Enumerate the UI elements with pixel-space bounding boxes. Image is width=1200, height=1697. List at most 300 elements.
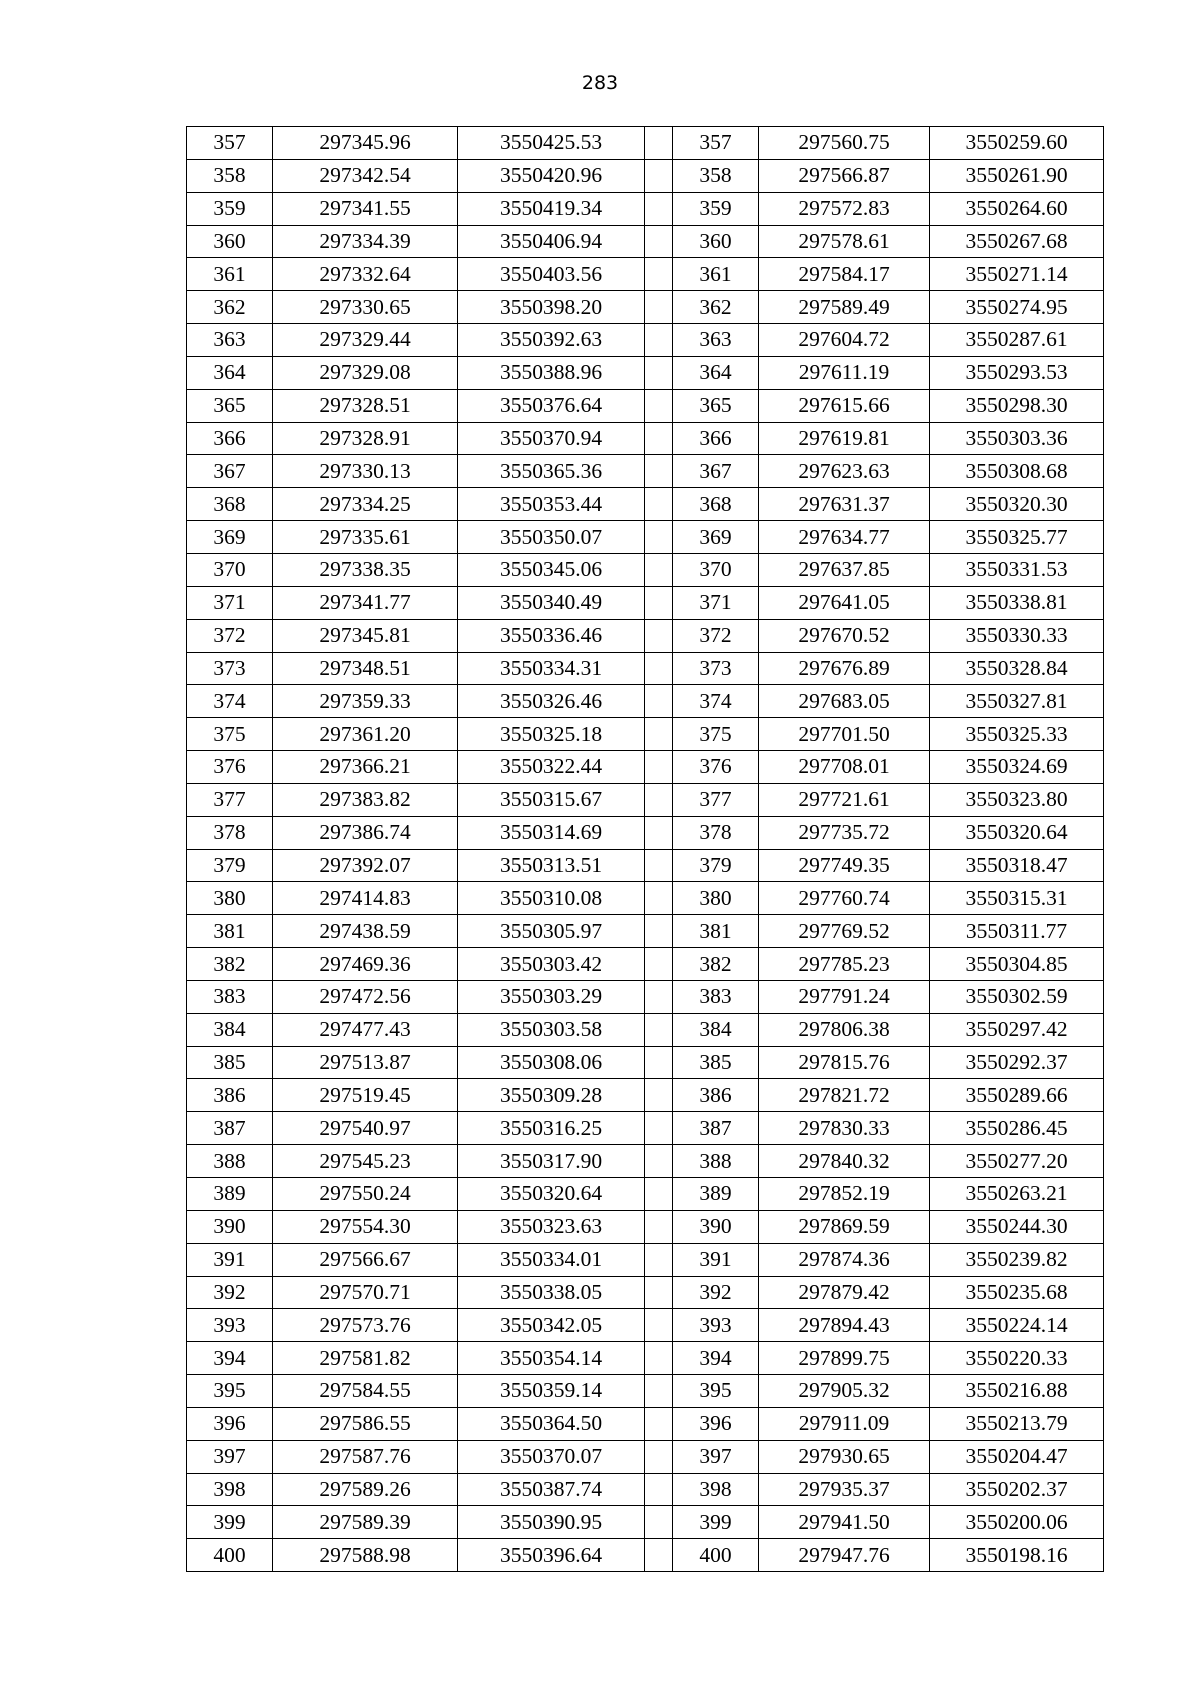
- right-point-number: 374: [673, 685, 759, 718]
- table-row: [187, 1309, 1104, 1342]
- table-row: [187, 521, 1104, 554]
- right-y-coordinate: 3550298.30: [930, 389, 1104, 422]
- right-point-number: 365: [673, 389, 759, 422]
- left-y-coordinate: 3550314.69: [458, 816, 645, 849]
- table-row: [187, 1375, 1104, 1408]
- right-x-coordinate: 297840.32: [759, 1145, 930, 1178]
- separator-cell: [645, 1046, 673, 1079]
- table-row: [187, 1539, 1104, 1572]
- separator-cell: [645, 685, 673, 718]
- left-y-coordinate: 3550370.07: [458, 1440, 645, 1473]
- right-y-coordinate: 3550324.69: [930, 751, 1104, 784]
- left-y-coordinate: 3550364.50: [458, 1407, 645, 1440]
- right-point-number: 369: [673, 521, 759, 554]
- separator-cell: [645, 980, 673, 1013]
- right-x-coordinate: 297899.75: [759, 1342, 930, 1375]
- left-point-number: 395: [187, 1375, 273, 1408]
- right-x-coordinate: 297721.61: [759, 783, 930, 816]
- left-y-coordinate: 3550334.01: [458, 1243, 645, 1276]
- right-x-coordinate: 297791.24: [759, 980, 930, 1013]
- right-point-number: 372: [673, 619, 759, 652]
- left-x-coordinate: 297341.77: [273, 586, 458, 619]
- table-row: [187, 849, 1104, 882]
- right-x-coordinate: 297911.09: [759, 1407, 930, 1440]
- right-x-coordinate: 297615.66: [759, 389, 930, 422]
- right-x-coordinate: 297619.81: [759, 422, 930, 455]
- table-row: [187, 652, 1104, 685]
- left-y-coordinate: 3550359.14: [458, 1375, 645, 1408]
- table-row: [187, 127, 1104, 160]
- left-y-coordinate: 3550398.20: [458, 291, 645, 324]
- right-y-coordinate: 3550264.60: [930, 192, 1104, 225]
- separator-cell: [645, 192, 673, 225]
- right-x-coordinate: 297604.72: [759, 324, 930, 357]
- right-point-number: 398: [673, 1473, 759, 1506]
- left-point-number: 392: [187, 1276, 273, 1309]
- left-point-number: 370: [187, 553, 273, 586]
- right-y-coordinate: 3550286.45: [930, 1112, 1104, 1145]
- table-row: [187, 1210, 1104, 1243]
- right-y-coordinate: 3550261.90: [930, 159, 1104, 192]
- right-x-coordinate: 297560.75: [759, 127, 930, 160]
- right-point-number: 361: [673, 258, 759, 291]
- left-point-number: 362: [187, 291, 273, 324]
- left-y-coordinate: 3550313.51: [458, 849, 645, 882]
- separator-cell: [645, 1440, 673, 1473]
- left-point-number: 391: [187, 1243, 273, 1276]
- left-y-coordinate: 3550309.28: [458, 1079, 645, 1112]
- table-row: [187, 685, 1104, 718]
- page-number: 283: [581, 72, 619, 94]
- right-x-coordinate: 297634.77: [759, 521, 930, 554]
- left-y-coordinate: 3550388.96: [458, 356, 645, 389]
- table-row: [187, 225, 1104, 258]
- left-x-coordinate: 297545.23: [273, 1145, 458, 1178]
- left-y-coordinate: 3550326.46: [458, 685, 645, 718]
- right-point-number: 391: [673, 1243, 759, 1276]
- left-x-coordinate: 297328.51: [273, 389, 458, 422]
- table-row: [187, 948, 1104, 981]
- left-point-number: 397: [187, 1440, 273, 1473]
- left-point-number: 400: [187, 1539, 273, 1572]
- left-x-coordinate: 297361.20: [273, 718, 458, 751]
- right-x-coordinate: 297701.50: [759, 718, 930, 751]
- table-row: [187, 1013, 1104, 1046]
- table-row: [187, 553, 1104, 586]
- coordinate-table: [186, 126, 1104, 1572]
- right-point-number: 363: [673, 324, 759, 357]
- separator-cell: [645, 521, 673, 554]
- right-point-number: 375: [673, 718, 759, 751]
- right-x-coordinate: 297670.52: [759, 619, 930, 652]
- separator-cell: [645, 291, 673, 324]
- right-y-coordinate: 3550274.95: [930, 291, 1104, 324]
- left-point-number: 378: [187, 816, 273, 849]
- left-point-number: 394: [187, 1342, 273, 1375]
- right-point-number: 364: [673, 356, 759, 389]
- right-y-coordinate: 3550220.33: [930, 1342, 1104, 1375]
- table-row: [187, 488, 1104, 521]
- right-point-number: 393: [673, 1309, 759, 1342]
- left-y-coordinate: 3550303.29: [458, 980, 645, 1013]
- left-point-number: 390: [187, 1210, 273, 1243]
- right-y-coordinate: 3550267.68: [930, 225, 1104, 258]
- right-x-coordinate: 297806.38: [759, 1013, 930, 1046]
- right-point-number: 359: [673, 192, 759, 225]
- table-row: [187, 324, 1104, 357]
- left-y-coordinate: 3550323.63: [458, 1210, 645, 1243]
- left-x-coordinate: 297588.98: [273, 1539, 458, 1572]
- left-point-number: 359: [187, 192, 273, 225]
- left-y-coordinate: 3550406.94: [458, 225, 645, 258]
- separator-cell: [645, 356, 673, 389]
- right-point-number: 400: [673, 1539, 759, 1572]
- left-point-number: 375: [187, 718, 273, 751]
- left-x-coordinate: 297341.55: [273, 192, 458, 225]
- left-x-coordinate: 297566.67: [273, 1243, 458, 1276]
- right-y-coordinate: 3550271.14: [930, 258, 1104, 291]
- right-y-coordinate: 3550325.33: [930, 718, 1104, 751]
- left-y-coordinate: 3550387.74: [458, 1473, 645, 1506]
- right-y-coordinate: 3550308.68: [930, 455, 1104, 488]
- right-point-number: 394: [673, 1342, 759, 1375]
- right-x-coordinate: 297708.01: [759, 751, 930, 784]
- table-row: [187, 816, 1104, 849]
- table-row: [187, 1243, 1104, 1276]
- left-x-coordinate: 297338.35: [273, 553, 458, 586]
- table-row: [187, 291, 1104, 324]
- left-x-coordinate: 297383.82: [273, 783, 458, 816]
- right-point-number: 379: [673, 849, 759, 882]
- right-point-number: 366: [673, 422, 759, 455]
- left-point-number: 385: [187, 1046, 273, 1079]
- left-y-coordinate: 3550308.06: [458, 1046, 645, 1079]
- table-row: [187, 1473, 1104, 1506]
- separator-cell: [645, 1342, 673, 1375]
- table-row: [187, 1506, 1104, 1539]
- left-point-number: 398: [187, 1473, 273, 1506]
- left-point-number: 373: [187, 652, 273, 685]
- right-y-coordinate: 3550293.53: [930, 356, 1104, 389]
- right-x-coordinate: 297641.05: [759, 586, 930, 619]
- left-y-coordinate: 3550345.06: [458, 553, 645, 586]
- separator-cell: [645, 324, 673, 357]
- separator-cell: [645, 816, 673, 849]
- right-y-coordinate: 3550315.31: [930, 882, 1104, 915]
- right-y-coordinate: 3550327.81: [930, 685, 1104, 718]
- separator-cell: [645, 553, 673, 586]
- right-x-coordinate: 297905.32: [759, 1375, 930, 1408]
- left-y-coordinate: 3550320.64: [458, 1178, 645, 1211]
- separator-cell: [645, 225, 673, 258]
- right-y-coordinate: 3550277.20: [930, 1145, 1104, 1178]
- right-point-number: 384: [673, 1013, 759, 1046]
- left-y-coordinate: 3550338.05: [458, 1276, 645, 1309]
- separator-cell: [645, 619, 673, 652]
- left-y-coordinate: 3550350.07: [458, 521, 645, 554]
- left-y-coordinate: 3550340.49: [458, 586, 645, 619]
- right-y-coordinate: 3550303.36: [930, 422, 1104, 455]
- left-y-coordinate: 3550390.95: [458, 1506, 645, 1539]
- table-row: [187, 258, 1104, 291]
- table-row: [187, 1276, 1104, 1309]
- left-x-coordinate: 297589.39: [273, 1506, 458, 1539]
- right-x-coordinate: 297584.17: [759, 258, 930, 291]
- left-point-number: 389: [187, 1178, 273, 1211]
- right-x-coordinate: 297894.43: [759, 1309, 930, 1342]
- left-x-coordinate: 297345.96: [273, 127, 458, 160]
- left-x-coordinate: 297359.33: [273, 685, 458, 718]
- separator-cell: [645, 948, 673, 981]
- table-row: [187, 586, 1104, 619]
- right-point-number: 367: [673, 455, 759, 488]
- table-row: [187, 455, 1104, 488]
- separator-cell: [645, 1079, 673, 1112]
- left-y-coordinate: 3550310.08: [458, 882, 645, 915]
- separator-cell: [645, 882, 673, 915]
- table-row: [187, 1440, 1104, 1473]
- right-x-coordinate: 297735.72: [759, 816, 930, 849]
- table-row: [187, 1342, 1104, 1375]
- right-point-number: 360: [673, 225, 759, 258]
- right-x-coordinate: 297769.52: [759, 915, 930, 948]
- right-y-coordinate: 3550311.77: [930, 915, 1104, 948]
- right-x-coordinate: 297869.59: [759, 1210, 930, 1243]
- right-point-number: 383: [673, 980, 759, 1013]
- table-row: [187, 915, 1104, 948]
- left-x-coordinate: 297540.97: [273, 1112, 458, 1145]
- separator-cell: [645, 422, 673, 455]
- left-point-number: 363: [187, 324, 273, 357]
- left-x-coordinate: 297469.36: [273, 948, 458, 981]
- separator-cell: [645, 1112, 673, 1145]
- left-point-number: 360: [187, 225, 273, 258]
- left-x-coordinate: 297329.44: [273, 324, 458, 357]
- separator-cell: [645, 783, 673, 816]
- right-point-number: 373: [673, 652, 759, 685]
- left-point-number: 387: [187, 1112, 273, 1145]
- left-x-coordinate: 297414.83: [273, 882, 458, 915]
- right-y-coordinate: 3550304.85: [930, 948, 1104, 981]
- right-point-number: 392: [673, 1276, 759, 1309]
- left-y-coordinate: 3550317.90: [458, 1145, 645, 1178]
- right-x-coordinate: 297935.37: [759, 1473, 930, 1506]
- right-y-coordinate: 3550244.30: [930, 1210, 1104, 1243]
- right-y-coordinate: 3550320.30: [930, 488, 1104, 521]
- separator-cell: [645, 1276, 673, 1309]
- right-y-coordinate: 3550213.79: [930, 1407, 1104, 1440]
- right-point-number: 386: [673, 1079, 759, 1112]
- right-x-coordinate: 297637.85: [759, 553, 930, 586]
- table-row: [187, 1079, 1104, 1112]
- left-x-coordinate: 297550.24: [273, 1178, 458, 1211]
- left-point-number: 384: [187, 1013, 273, 1046]
- right-point-number: 357: [673, 127, 759, 160]
- left-x-coordinate: 297386.74: [273, 816, 458, 849]
- left-point-number: 388: [187, 1145, 273, 1178]
- right-x-coordinate: 297852.19: [759, 1178, 930, 1211]
- right-y-coordinate: 3550263.21: [930, 1178, 1104, 1211]
- left-y-coordinate: 3550392.63: [458, 324, 645, 357]
- left-x-coordinate: 297330.13: [273, 455, 458, 488]
- left-y-coordinate: 3550303.42: [458, 948, 645, 981]
- left-y-coordinate: 3550334.31: [458, 652, 645, 685]
- left-y-coordinate: 3550305.97: [458, 915, 645, 948]
- right-y-coordinate: 3550216.88: [930, 1375, 1104, 1408]
- right-point-number: 376: [673, 751, 759, 784]
- right-x-coordinate: 297830.33: [759, 1112, 930, 1145]
- right-y-coordinate: 3550328.84: [930, 652, 1104, 685]
- separator-cell: [645, 1178, 673, 1211]
- right-x-coordinate: 297676.89: [759, 652, 930, 685]
- table-row: [187, 389, 1104, 422]
- left-x-coordinate: 297329.08: [273, 356, 458, 389]
- left-x-coordinate: 297570.71: [273, 1276, 458, 1309]
- left-point-number: 366: [187, 422, 273, 455]
- separator-cell: [645, 1506, 673, 1539]
- right-x-coordinate: 297815.76: [759, 1046, 930, 1079]
- right-y-coordinate: 3550235.68: [930, 1276, 1104, 1309]
- separator-cell: [645, 652, 673, 685]
- right-point-number: 390: [673, 1210, 759, 1243]
- right-point-number: 368: [673, 488, 759, 521]
- separator-cell: [645, 1013, 673, 1046]
- right-x-coordinate: 297749.35: [759, 849, 930, 882]
- left-x-coordinate: 297366.21: [273, 751, 458, 784]
- left-point-number: 396: [187, 1407, 273, 1440]
- right-x-coordinate: 297611.19: [759, 356, 930, 389]
- table-row: [187, 783, 1104, 816]
- right-y-coordinate: 3550330.33: [930, 619, 1104, 652]
- separator-cell: [645, 488, 673, 521]
- left-x-coordinate: 297519.45: [273, 1079, 458, 1112]
- left-y-coordinate: 3550325.18: [458, 718, 645, 751]
- left-x-coordinate: 297581.82: [273, 1342, 458, 1375]
- right-x-coordinate: 297683.05: [759, 685, 930, 718]
- right-y-coordinate: 3550318.47: [930, 849, 1104, 882]
- left-y-coordinate: 3550316.25: [458, 1112, 645, 1145]
- left-y-coordinate: 3550365.36: [458, 455, 645, 488]
- right-x-coordinate: 297879.42: [759, 1276, 930, 1309]
- left-point-number: 361: [187, 258, 273, 291]
- table-row: [187, 159, 1104, 192]
- left-point-number: 399: [187, 1506, 273, 1539]
- left-x-coordinate: 297573.76: [273, 1309, 458, 1342]
- right-x-coordinate: 297578.61: [759, 225, 930, 258]
- left-x-coordinate: 297513.87: [273, 1046, 458, 1079]
- left-point-number: 369: [187, 521, 273, 554]
- right-point-number: 396: [673, 1407, 759, 1440]
- table-row: [187, 1112, 1104, 1145]
- table-row: [187, 1145, 1104, 1178]
- table-row: [187, 980, 1104, 1013]
- left-x-coordinate: 297342.54: [273, 159, 458, 192]
- right-y-coordinate: 3550202.37: [930, 1473, 1104, 1506]
- left-point-number: 383: [187, 980, 273, 1013]
- left-point-number: 377: [187, 783, 273, 816]
- table-row: [187, 751, 1104, 784]
- table-row: [187, 356, 1104, 389]
- separator-cell: [645, 849, 673, 882]
- separator-cell: [645, 1243, 673, 1276]
- separator-cell: [645, 586, 673, 619]
- left-x-coordinate: 297477.43: [273, 1013, 458, 1046]
- right-x-coordinate: 297941.50: [759, 1506, 930, 1539]
- left-y-coordinate: 3550342.05: [458, 1309, 645, 1342]
- right-y-coordinate: 3550331.53: [930, 553, 1104, 586]
- table-row: [187, 619, 1104, 652]
- left-x-coordinate: 297587.76: [273, 1440, 458, 1473]
- left-x-coordinate: 297586.55: [273, 1407, 458, 1440]
- separator-cell: [645, 258, 673, 291]
- right-x-coordinate: 297760.74: [759, 882, 930, 915]
- left-y-coordinate: 3550376.64: [458, 389, 645, 422]
- left-x-coordinate: 297584.55: [273, 1375, 458, 1408]
- left-x-coordinate: 297438.59: [273, 915, 458, 948]
- left-point-number: 365: [187, 389, 273, 422]
- left-x-coordinate: 297554.30: [273, 1210, 458, 1243]
- left-x-coordinate: 297345.81: [273, 619, 458, 652]
- separator-cell: [645, 1145, 673, 1178]
- right-x-coordinate: 297623.63: [759, 455, 930, 488]
- left-y-coordinate: 3550396.64: [458, 1539, 645, 1572]
- right-y-coordinate: 3550259.60: [930, 127, 1104, 160]
- left-y-coordinate: 3550420.96: [458, 159, 645, 192]
- left-x-coordinate: 297335.61: [273, 521, 458, 554]
- left-x-coordinate: 297589.26: [273, 1473, 458, 1506]
- left-y-coordinate: 3550354.14: [458, 1342, 645, 1375]
- coordinate-table-body: [187, 127, 1104, 1572]
- left-point-number: 367: [187, 455, 273, 488]
- left-point-number: 364: [187, 356, 273, 389]
- table-row: [187, 192, 1104, 225]
- right-point-number: 378: [673, 816, 759, 849]
- separator-cell: [645, 455, 673, 488]
- separator-cell: [645, 718, 673, 751]
- separator-cell: [645, 389, 673, 422]
- right-y-coordinate: 3550224.14: [930, 1309, 1104, 1342]
- left-point-number: 382: [187, 948, 273, 981]
- right-x-coordinate: 297930.65: [759, 1440, 930, 1473]
- left-point-number: 372: [187, 619, 273, 652]
- right-y-coordinate: 3550292.37: [930, 1046, 1104, 1079]
- separator-cell: [645, 1309, 673, 1342]
- left-x-coordinate: 297330.65: [273, 291, 458, 324]
- left-point-number: 381: [187, 915, 273, 948]
- right-x-coordinate: 297947.76: [759, 1539, 930, 1572]
- right-y-coordinate: 3550338.81: [930, 586, 1104, 619]
- left-y-coordinate: 3550303.58: [458, 1013, 645, 1046]
- left-y-coordinate: 3550403.56: [458, 258, 645, 291]
- right-point-number: 399: [673, 1506, 759, 1539]
- right-point-number: 358: [673, 159, 759, 192]
- right-x-coordinate: 297874.36: [759, 1243, 930, 1276]
- right-x-coordinate: 297572.83: [759, 192, 930, 225]
- right-y-coordinate: 3550320.64: [930, 816, 1104, 849]
- right-point-number: 370: [673, 553, 759, 586]
- left-y-coordinate: 3550419.34: [458, 192, 645, 225]
- left-x-coordinate: 297392.07: [273, 849, 458, 882]
- right-point-number: 377: [673, 783, 759, 816]
- left-x-coordinate: 297328.91: [273, 422, 458, 455]
- left-x-coordinate: 297332.64: [273, 258, 458, 291]
- right-point-number: 397: [673, 1440, 759, 1473]
- left-point-number: 386: [187, 1079, 273, 1112]
- left-x-coordinate: 297472.56: [273, 980, 458, 1013]
- separator-cell: [645, 751, 673, 784]
- separator-cell: [645, 1407, 673, 1440]
- right-y-coordinate: 3550302.59: [930, 980, 1104, 1013]
